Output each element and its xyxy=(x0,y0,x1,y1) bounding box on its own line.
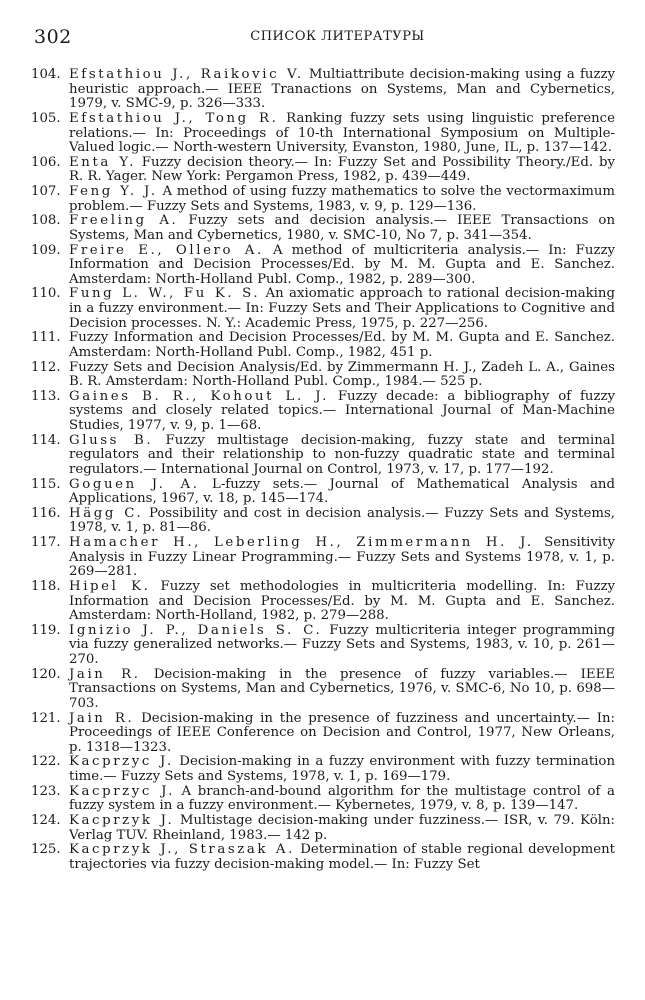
reference-text: Ranking fuzzy sets using linguistic preference relations.— In: Proceedings of 10-th International Symposium on Multiple-Valued logic.— North-western University, Evanston, 1980, June, IL, p. 137—142. xyxy=(69,110,615,156)
reference-entry xyxy=(31,755,615,784)
reference-body xyxy=(69,185,615,214)
reference-number: 112. xyxy=(31,359,61,375)
reference-number: 124. xyxy=(31,812,61,828)
reference-author: Goguen J. A. xyxy=(69,476,200,492)
reference-text: L-fuzzy sets.— Journal of Mathematical Analysis and Applications, 1967, v. 18, p. 145—174. xyxy=(69,476,616,507)
reference-number: 122. xyxy=(31,754,61,770)
reference-body xyxy=(69,214,615,243)
reference-text: Fuzzy decade: a bibliography of fuzzy systems and closely related topics.— International Journal of Man-Machine Studies, 1977, v. 9, p. 1—68. xyxy=(69,388,615,433)
reference-author: Gaines B. R., Kohout L. J. xyxy=(69,388,329,404)
reference-body xyxy=(69,68,615,112)
reference-text: Fuzzy Sets and Decision Analysis/Ed. by Zimmermann H. J., Zadeh L. A., Gaines B. R. Amsterdam: North-Holland Publ. Comp., 1984.— 525 p. xyxy=(69,359,615,390)
reference-author: Jain R. xyxy=(69,710,135,726)
reference-number: 121. xyxy=(31,710,61,726)
reference-body xyxy=(69,112,615,156)
reference-body xyxy=(69,156,615,185)
reference-author: Kacprzyc J. xyxy=(69,783,175,799)
reference-entry xyxy=(31,814,615,843)
reference-text: A method of using fuzzy mathematics to solve the vectormaximum problem.— Fuzzy Sets and Systems, 1983, v. 9, p. 129—136. xyxy=(69,184,615,214)
reference-text: Sensitivity Analysis in Fuzzy Linear Programming.— Fuzzy Sets and Systems 1978, v. 1, p. 269—281. xyxy=(69,535,615,580)
reference-body xyxy=(69,755,615,784)
reference-entry xyxy=(31,478,615,507)
reference-body xyxy=(69,478,615,507)
reference-author: Hipel K. xyxy=(69,578,151,594)
reference-text: Fuzzy Information and Decision Processes/Ed. by M. M. Gupta and E. Sanchez. Amsterdam: North-Holland Publ. Comp., 1982, 451 p. xyxy=(69,330,615,360)
reference-number: 111. xyxy=(31,330,61,346)
reference-number: 116. xyxy=(31,505,61,521)
page-header xyxy=(30,26,615,52)
reference-text: Possibility and cost in decision analysis.— Fuzzy Sets and Systems, 1978, v. 1, p. 81—86. xyxy=(69,505,615,536)
reference-number: 109. xyxy=(31,242,61,258)
reference-body xyxy=(69,331,615,360)
reference-number: 113. xyxy=(31,388,61,404)
reference-entry xyxy=(31,185,615,214)
reference-number: 104. xyxy=(31,67,61,82)
reference-entry xyxy=(31,331,615,360)
reference-text: Decision-making in the presence of fuzziness and uncertainty.— In: Proceedings of IEEE Conference on Decision and Control, 1977, New Orleans, p. 1318—1323. xyxy=(69,710,616,755)
reference-author: Efstathiou J., Raikovic V. xyxy=(69,67,304,82)
reference-entry xyxy=(31,390,615,434)
reference-author: Kacprzyc J. xyxy=(69,754,174,770)
reference-entry xyxy=(31,507,615,536)
reference-author: Jain R. xyxy=(69,666,141,682)
reference-entry xyxy=(31,536,615,580)
reference-body xyxy=(69,712,615,756)
reference-author: Fung L. W., Fu K. S. xyxy=(69,286,261,302)
page-number: 302 xyxy=(34,26,72,48)
reference-number: 115. xyxy=(31,476,61,492)
reference-number: 123. xyxy=(31,783,61,799)
reference-body xyxy=(69,244,615,288)
reference-author: Freire E., Ollero A. xyxy=(69,242,264,258)
reference-number: 107. xyxy=(31,184,61,199)
reference-author: Ignizio J. P., Daniels S. C. xyxy=(69,622,323,638)
reference-author: Hamacher H., Leberling H., Zimmermann H. J. xyxy=(69,535,534,550)
reference-entry xyxy=(31,434,615,478)
reference-text: Fuzzy set methodologies in multicriteria modelling. In: Fuzzy Information and Decision Processes/Ed. by M. M. Gupta and E. Sanchez. Amsterdam: North-Holland, 1982, p. 279—288. xyxy=(69,578,615,624)
reference-author: Kacprzyk J. xyxy=(69,812,175,828)
reference-text: Fuzzy decision theory.— In: Fuzzy Set and Possibility Theory./Ed. by R. R. Yager. New York: Pergamon Press, 1982, p. 439—449. xyxy=(69,154,615,185)
reference-body xyxy=(69,507,615,536)
reference-entry xyxy=(31,361,615,390)
reference-author: Kacprzyk J., Straszak A. xyxy=(69,842,295,858)
reference-number: 120. xyxy=(31,666,61,682)
reference-number: 105. xyxy=(31,110,61,126)
reference-body xyxy=(69,668,615,712)
reference-text: A method of multicriteria analysis.— In: Fuzzy Information and Decision Processes/Ed. by M. M. Gupta and E. Sanchez. Amsterdam: North-Holland Publ. Comp., 1982, p. 289—300. xyxy=(69,242,615,287)
reference-text: Determination of stable regional development trajectories via fuzzy decision-making model.— In: Fuzzy Set xyxy=(69,842,615,872)
reference-entry xyxy=(31,287,615,331)
reference-author: Freeling A. xyxy=(69,213,179,229)
reference-body xyxy=(69,536,615,580)
reference-body xyxy=(69,287,615,331)
reference-text: Decision-making in a fuzzy environment with fuzzy termination time.— Fuzzy Sets and Systems, 1978, v. 1, p. 169—179. xyxy=(69,754,616,784)
reference-text: Multiattribute decision-making using a fuzzy heuristic approach.— IEEE Tranactions on Systems, Man and Cybernetics, 1979, v. SMC-9, p. 326—333. xyxy=(69,67,615,112)
reference-entry xyxy=(31,624,615,668)
reference-text: Decision-making in the presence of fuzzy variables.— IEEE Transactions on Systems, Man and Cybernetics, 1976, v. SMC-6, No 10, p. 698—703. xyxy=(69,666,615,711)
reference-text: Fuzzy sets and decision analysis.— IEEE Transactions on Systems, Man and Cybernetics, 1980, v. SMC-10, No 7, p. 341—354. xyxy=(69,213,616,243)
reference-entry xyxy=(31,244,615,288)
reference-body xyxy=(69,624,615,668)
reference-author: Efstathiou J., Tong R. xyxy=(69,110,279,126)
reference-number: 117. xyxy=(31,535,61,550)
reference-text: Fuzzy multistage decision-making, fuzzy state and terminal regulators and their relationship to non-fuzzy quadratic state and terminal regulators.— International Journal on Control, 1973, v. 17, p. 177—192. xyxy=(69,432,615,477)
reference-number: 114. xyxy=(31,432,61,448)
running-title: СПИСОК ЛИТЕРАТУРЫ xyxy=(250,29,425,44)
reference-number: 119. xyxy=(31,622,61,638)
reference-body xyxy=(69,843,615,872)
reference-entry xyxy=(31,68,615,112)
reference-number: 106. xyxy=(31,154,61,170)
reference-text: A branch-and-bound algorithm for the multistage control of a fuzzy system in a fuzzy environment.— Kybernetes, 1979, v. 8, p. 139—147. xyxy=(69,783,615,814)
reference-entry xyxy=(31,580,615,624)
reference-author: Feng Y. J. xyxy=(69,184,158,199)
reference-entry xyxy=(31,668,615,712)
reference-text: Fuzzy multicriteria integer programming via fuzzy generalized networks.— Fuzzy Sets and Systems, 1983, v. 10, p. 261—270. xyxy=(69,622,615,667)
reference-number: 110. xyxy=(31,286,61,302)
reference-entry xyxy=(31,214,615,243)
reference-body xyxy=(69,785,615,814)
reference-number: 118. xyxy=(31,578,61,594)
reference-body xyxy=(69,580,615,624)
reference-list xyxy=(31,68,615,872)
reference-body xyxy=(69,814,615,843)
reference-number: 125. xyxy=(31,842,61,858)
reference-entry xyxy=(31,112,615,156)
reference-text: Multistage decision-making under fuzziness.— ISR, v. 79. Köln: Verlag TUV. Rheinland, 1983.— 142 p. xyxy=(69,812,615,843)
reference-entry xyxy=(31,843,615,872)
reference-author: Enta Y. xyxy=(69,154,136,170)
reference-body xyxy=(69,434,615,478)
reference-author: Gluss B. xyxy=(69,432,154,448)
reference-text: An axiomatic approach to rational decision-making in a fuzzy environment.— In: Fuzzy Sets and Their Applications to Cognitive and Decision processes. N. Y.: Academic Press, 1975, p. 227—256. xyxy=(69,286,616,331)
reference-body xyxy=(69,390,615,434)
reference-entry xyxy=(31,156,615,185)
reference-entry xyxy=(31,712,615,756)
reference-body xyxy=(69,361,615,390)
reference-author: Hägg C. xyxy=(69,505,144,521)
reference-number: 108. xyxy=(31,213,61,229)
reference-entry xyxy=(31,785,615,814)
